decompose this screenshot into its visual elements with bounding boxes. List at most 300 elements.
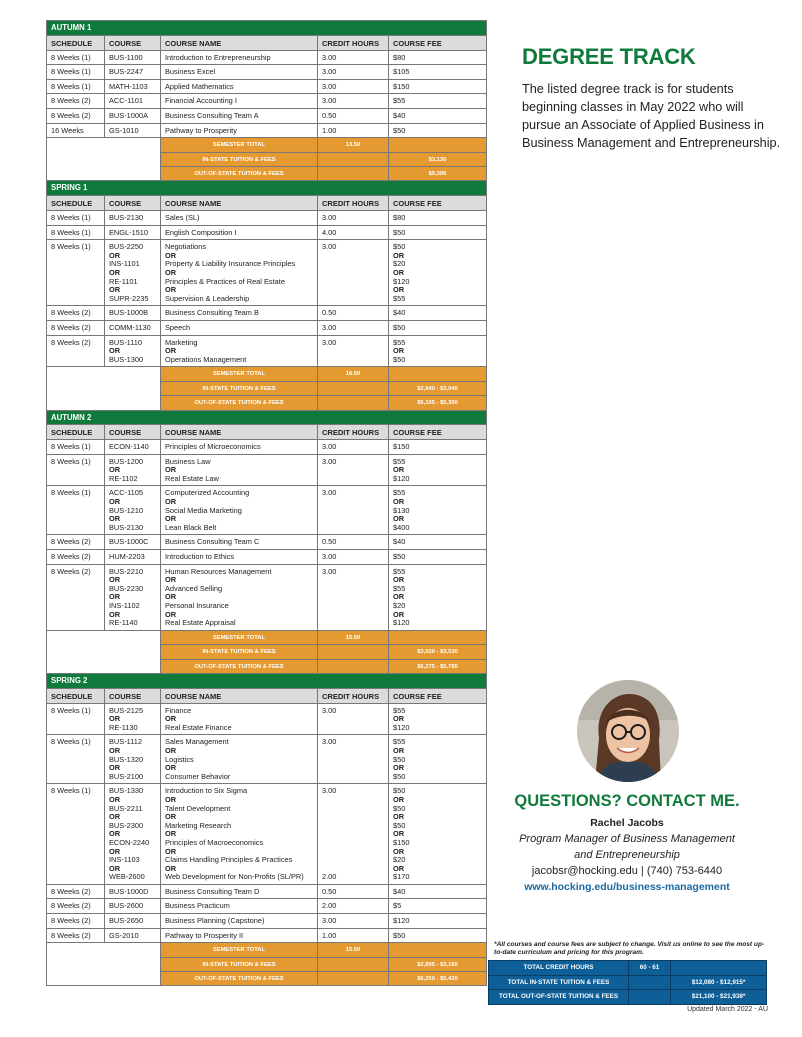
- advisor-portrait-image: [577, 680, 679, 782]
- course-fee: $150: [393, 442, 410, 452]
- credit-hours: 0.50: [322, 110, 337, 120]
- semester-total-value: 13.50: [318, 138, 389, 152]
- course-code-cell: [105, 335, 161, 367]
- or-separator: OR: [165, 829, 177, 839]
- semester-total-row: [47, 943, 487, 957]
- course-fee: $120: [393, 916, 410, 926]
- credit-hours-cell: [318, 306, 389, 321]
- course-name: Introduction to Ethics: [165, 552, 235, 562]
- course-fee: $55: [393, 293, 406, 303]
- credit-hours-cell: [318, 928, 389, 943]
- course-name-cell: [161, 210, 318, 225]
- course-name: Operations Management: [165, 354, 247, 364]
- schedule-cell: 8 Weeks (2): [47, 535, 105, 550]
- or-separator: OR: [393, 250, 405, 260]
- or-separator: OR: [109, 863, 121, 873]
- header-schedule: SCHEDULE: [47, 425, 105, 440]
- semester-header: [47, 181, 487, 196]
- credit-hours-cell: [318, 703, 389, 735]
- schedule-cell: 8 Weeks (1): [47, 65, 105, 80]
- course-fee: $40: [393, 886, 406, 896]
- course-name: Finance: [165, 705, 192, 715]
- schedule-cell: 8 Weeks (2): [47, 94, 105, 109]
- course-fee-cell: [389, 454, 487, 486]
- credit-hours: [322, 839, 384, 848]
- course-code: BUS-2247: [109, 67, 144, 77]
- course-name: Lean Black Belt: [165, 522, 217, 532]
- credit-hours: 3.00: [322, 242, 337, 252]
- in-state-tuition-blank: [318, 957, 389, 971]
- course-fee: $120: [393, 276, 410, 286]
- course-fee-cell: [389, 225, 487, 240]
- course-code-cell: [105, 440, 161, 455]
- or-separator: OR: [165, 794, 177, 804]
- credit-hours: 0.50: [322, 537, 337, 547]
- course-name: Business Consulting Team A: [165, 110, 259, 120]
- total-credit-hours-value: 60 - 61: [629, 961, 671, 976]
- course-fee-cell: [389, 735, 487, 784]
- course-row: [47, 564, 487, 630]
- course-name: Logistics: [165, 754, 194, 764]
- course-code-cell: [105, 240, 161, 306]
- semester-title: SPRING 2: [47, 674, 487, 689]
- course-fee-cell: [389, 50, 487, 65]
- total-out-state-value: $21,100 - $21,938*: [671, 990, 767, 1005]
- course-fee-cell: [389, 79, 487, 94]
- credit-hours: [322, 856, 384, 865]
- course-fee: $55: [393, 337, 406, 347]
- course-name-cell: [161, 320, 318, 335]
- header-credit-hours: CREDIT HOURS: [318, 35, 389, 50]
- in-state-tuition-label: IN-STATE TUITION & FEES: [161, 152, 318, 166]
- contact-role-line2: and Entrepreneurship: [574, 849, 680, 861]
- credit-hours-cell: [318, 240, 389, 306]
- course-name: Introduction to Six Sigma: [165, 786, 248, 796]
- semester-header: [47, 410, 487, 425]
- credit-hours-cell: [318, 225, 389, 240]
- or-separator: OR: [109, 745, 121, 755]
- header-course-fee: COURSE FEE: [389, 688, 487, 703]
- course-name-cell: [161, 306, 318, 321]
- out-state-tuition-blank: [318, 972, 389, 986]
- or-separator: OR: [393, 575, 405, 585]
- course-code: BUS-1000A: [109, 110, 149, 120]
- or-separator: OR: [165, 714, 177, 724]
- credit-hours-cell: [318, 94, 389, 109]
- course-name: Business Consulting Team B: [165, 308, 259, 318]
- total-out-state-blank: [629, 990, 671, 1005]
- or-separator: OR: [109, 609, 121, 619]
- course-fee-cell: [389, 320, 487, 335]
- course-fee-cell: [389, 884, 487, 899]
- schedule-cell: 8 Weeks (1): [47, 454, 105, 486]
- course-code-cell: [105, 123, 161, 138]
- course-fee: $55: [393, 566, 406, 576]
- schedule-cell: 8 Weeks (2): [47, 884, 105, 899]
- course-row: [47, 50, 487, 65]
- course-code: BUS-1000B: [109, 308, 149, 318]
- credit-hours: 1.00: [322, 125, 337, 135]
- summary-blank: [47, 943, 161, 986]
- course-fee-cell: [389, 210, 487, 225]
- course-fee: $50: [393, 354, 406, 364]
- course-name: Human Resources Management: [165, 566, 272, 576]
- schedule-cell: 8 Weeks (2): [47, 899, 105, 914]
- course-code: BUS-2300: [109, 820, 144, 830]
- or-separator: OR: [393, 285, 405, 295]
- credit-hours-cell: [318, 335, 389, 367]
- or-separator: OR: [109, 514, 121, 524]
- out-state-tuition-blank: [318, 396, 389, 410]
- course-row: [47, 210, 487, 225]
- or-separator: OR: [165, 575, 177, 585]
- schedule-cell: 8 Weeks (2): [47, 928, 105, 943]
- credit-hours: [322, 830, 384, 839]
- column-headers: [47, 688, 487, 703]
- course-code: RE-1102: [109, 473, 138, 483]
- course-code: BUS-1210: [109, 505, 144, 515]
- out-state-tuition-label: OUT-OF-STATE TUITION & FEES: [161, 972, 318, 986]
- course-row: [47, 486, 487, 535]
- or-separator: OR: [165, 763, 177, 773]
- course-fee: $50: [393, 771, 406, 781]
- course-code-cell: [105, 210, 161, 225]
- semester-total-blank: [389, 138, 487, 152]
- course-code: BUS-1000D: [109, 886, 149, 896]
- or-separator: OR: [393, 863, 405, 873]
- course-name-cell: [161, 94, 318, 109]
- credit-hours: 3.00: [322, 81, 337, 91]
- or-separator: OR: [165, 250, 177, 260]
- course-fee: $55: [393, 737, 406, 747]
- course-code: INS-1101: [109, 259, 140, 269]
- course-name: Principles of Macroeconomics: [165, 837, 264, 847]
- course-name: Sales Management: [165, 737, 229, 747]
- or-separator: OR: [393, 812, 405, 822]
- course-name-cell: [161, 784, 318, 885]
- credit-hours-cell: [318, 735, 389, 784]
- or-separator: OR: [393, 465, 405, 475]
- course-fee-cell: [389, 486, 487, 535]
- total-out-state-row: [489, 990, 767, 1005]
- course-name-cell: [161, 884, 318, 899]
- credit-hours: 0.50: [322, 308, 337, 318]
- or-separator: OR: [165, 465, 177, 475]
- course-row: [47, 928, 487, 943]
- total-credit-hours-blank: [671, 961, 767, 976]
- course-name: Property & Liability Insurance Principles: [165, 259, 296, 269]
- course-name: Advanced Selling: [165, 583, 223, 593]
- course-code: GS-2010: [109, 930, 139, 940]
- in-state-tuition-value: $2,940 - $3,045: [389, 381, 487, 395]
- course-fee: $50: [393, 242, 406, 252]
- contact-email-phone[interactable]: jacobsr@hocking.edu | (740) 753-6440: [531, 865, 723, 877]
- credit-hours: [322, 822, 384, 831]
- course-code: ACC-1101: [109, 96, 143, 106]
- course-row: [47, 535, 487, 550]
- out-state-tuition-value: $5,195 - $5,300: [389, 396, 487, 410]
- semester-total-blank: [389, 367, 487, 381]
- header-course-name: COURSE NAME: [161, 425, 318, 440]
- header-schedule: SCHEDULE: [47, 195, 105, 210]
- semester-header: [47, 21, 487, 36]
- course-code-cell: [105, 914, 161, 929]
- course-name-cell: [161, 735, 318, 784]
- course-fee: $150: [393, 837, 410, 847]
- course-code: BUS-2230: [109, 583, 144, 593]
- header-course: COURSE: [105, 688, 161, 703]
- course-code-cell: [105, 454, 161, 486]
- in-state-tuition-value: $3,020 - $3,530: [389, 645, 487, 659]
- course-fee: $120: [393, 618, 410, 628]
- course-code: BUS-2100: [109, 771, 144, 781]
- or-separator: OR: [109, 812, 121, 822]
- credit-hours: 2.00: [322, 901, 337, 911]
- credit-hours-cell: [318, 123, 389, 138]
- course-fee: $20: [393, 855, 406, 865]
- header-course: COURSE: [105, 35, 161, 50]
- course-fee-cell: [389, 108, 487, 123]
- course-code-cell: [105, 108, 161, 123]
- credit-hours-cell: [318, 535, 389, 550]
- header-course-fee: COURSE FEE: [389, 425, 487, 440]
- course-name: Speech: [165, 322, 191, 332]
- total-credit-hours-row: [489, 961, 767, 976]
- or-separator: OR: [393, 714, 405, 724]
- course-name-cell: [161, 108, 318, 123]
- course-code-cell: [105, 564, 161, 630]
- out-state-tuition-value: $5,395: [389, 166, 487, 180]
- out-state-tuition-value: $6,250 - $5,420: [389, 972, 487, 986]
- in-state-tuition-label: IN-STATE TUITION & FEES: [161, 957, 318, 971]
- course-row: [47, 306, 487, 321]
- course-code-cell: [105, 225, 161, 240]
- out-state-tuition-blank: [318, 659, 389, 673]
- course-fee: $40: [393, 537, 406, 547]
- credit-hours-cell: [318, 914, 389, 929]
- course-name: Computerized Accounting: [165, 488, 250, 498]
- or-separator: OR: [165, 267, 177, 277]
- or-separator: OR: [109, 846, 121, 856]
- in-state-tuition-label: IN-STATE TUITION & FEES: [161, 381, 318, 395]
- contact-name: Rachel Jacobs: [590, 817, 664, 829]
- course-name: Social Media Marketing: [165, 505, 242, 515]
- course-code-cell: [105, 703, 161, 735]
- course-row: [47, 735, 487, 784]
- course-row: [47, 884, 487, 899]
- course-name-cell: [161, 535, 318, 550]
- credit-hours-cell: [318, 210, 389, 225]
- or-separator: OR: [109, 497, 121, 507]
- course-fee: $50: [393, 803, 406, 813]
- credit-hours-cell: [318, 79, 389, 94]
- schedule-cell: 8 Weeks (1): [47, 225, 105, 240]
- course-row: [47, 454, 487, 486]
- course-code-cell: [105, 899, 161, 914]
- or-separator: OR: [109, 794, 121, 804]
- credit-hours-cell: [318, 50, 389, 65]
- header-course-name: COURSE NAME: [161, 195, 318, 210]
- course-code-cell: [105, 486, 161, 535]
- course-code-cell: [105, 784, 161, 885]
- credit-hours: 1.00: [322, 930, 337, 940]
- credit-hours-cell: [318, 550, 389, 565]
- course-row: [47, 65, 487, 80]
- credit-hours: 3.00: [322, 52, 337, 62]
- column-headers: [47, 425, 487, 440]
- degree-track-panel: [522, 44, 782, 152]
- or-separator: OR: [165, 745, 177, 755]
- course-code: HUM-2203: [109, 552, 145, 562]
- course-fee-cell: [389, 564, 487, 630]
- semester-total-blank: [389, 943, 487, 957]
- course-name-cell: [161, 928, 318, 943]
- course-fee: $50: [393, 786, 406, 796]
- course-row: [47, 703, 487, 735]
- or-separator: OR: [109, 829, 121, 839]
- header-credit-hours: CREDIT HOURS: [318, 425, 389, 440]
- summary-blank: [47, 630, 161, 673]
- course-code: BUS-2130: [109, 522, 144, 532]
- course-name: Real Estate Law: [165, 473, 219, 483]
- program-website-link[interactable]: www.hocking.edu/business-management: [524, 881, 730, 893]
- course-fee-cell: [389, 240, 487, 306]
- course-fee: $20: [393, 259, 406, 269]
- curriculum-tables: [46, 20, 486, 986]
- semester-total-row: [47, 138, 487, 152]
- column-headers: [47, 35, 487, 50]
- course-fee: $400: [393, 522, 410, 532]
- credit-hours-cell: [318, 884, 389, 899]
- header-course-name: COURSE NAME: [161, 688, 318, 703]
- course-name: English Composition I: [165, 227, 237, 237]
- or-separator: OR: [109, 763, 121, 773]
- degree-track-title: DEGREE TRACK: [522, 44, 696, 69]
- program-totals-table: [488, 960, 767, 1005]
- course-code: BUS-2650: [109, 916, 144, 926]
- total-in-state-row: [489, 975, 767, 990]
- course-name: Applied Mathematics: [165, 81, 234, 91]
- schedule-cell: 8 Weeks (1): [47, 784, 105, 885]
- total-in-state-blank: [629, 975, 671, 990]
- schedule-cell: 8 Weeks (1): [47, 240, 105, 306]
- course-fee-cell: [389, 335, 487, 367]
- course-row: [47, 899, 487, 914]
- or-separator: OR: [393, 794, 405, 804]
- course-row: [47, 784, 487, 885]
- in-state-tuition-label: IN-STATE TUITION & FEES: [161, 645, 318, 659]
- course-fee: $55: [393, 456, 406, 466]
- credit-hours: 3.00: [322, 67, 337, 77]
- course-name-cell: [161, 240, 318, 306]
- course-fee: $55: [393, 583, 406, 593]
- or-separator: OR: [165, 285, 177, 295]
- course-fee: $120: [393, 473, 410, 483]
- credit-hours: 3.00: [322, 96, 337, 106]
- contact-block: [488, 792, 766, 893]
- credit-hours-cell: [318, 784, 389, 885]
- header-course: COURSE: [105, 195, 161, 210]
- course-fee-cell: [389, 899, 487, 914]
- course-code-cell: [105, 884, 161, 899]
- course-name: Talent Development: [165, 803, 231, 813]
- or-separator: OR: [393, 609, 405, 619]
- course-code: SUPR-2235: [109, 293, 149, 303]
- credit-hours: [322, 805, 384, 814]
- or-separator: OR: [393, 497, 405, 507]
- course-name-cell: [161, 440, 318, 455]
- course-code: BUS-2130: [109, 212, 144, 222]
- or-separator: OR: [165, 812, 177, 822]
- course-name-cell: [161, 550, 318, 565]
- total-out-state-label: TOTAL OUT-OF-STATE TUITION & FEES: [489, 990, 629, 1005]
- header-schedule: SCHEDULE: [47, 35, 105, 50]
- header-schedule: SCHEDULE: [47, 688, 105, 703]
- course-fee: $50: [393, 930, 406, 940]
- course-code: RE-1101: [109, 276, 138, 286]
- or-separator: OR: [165, 846, 177, 856]
- credit-hours-cell: [318, 65, 389, 80]
- updated-date: Updated March 2022 - AU: [687, 1006, 768, 1013]
- course-name-cell: [161, 454, 318, 486]
- or-separator: OR: [109, 250, 121, 260]
- or-separator: OR: [165, 346, 177, 356]
- schedule-cell: 8 Weeks (2): [47, 108, 105, 123]
- or-separator: OR: [109, 346, 121, 356]
- course-code: GS-1010: [109, 125, 139, 135]
- credit-hours: [322, 813, 384, 822]
- course-name-cell: [161, 123, 318, 138]
- course-row: [47, 123, 487, 138]
- schedule-cell: 8 Weeks (2): [47, 914, 105, 929]
- course-fee-cell: [389, 123, 487, 138]
- course-code: RE-1130: [109, 722, 138, 732]
- course-code: BUS-2211: [109, 803, 143, 813]
- credit-hours: [322, 848, 384, 857]
- header-credit-hours: CREDIT HOURS: [318, 688, 389, 703]
- course-name: Financial Accounting I: [165, 96, 237, 106]
- in-state-tuition-value: $2,995 - $3,165: [389, 957, 487, 971]
- course-fee-cell: [389, 928, 487, 943]
- course-fee: $55: [393, 488, 406, 498]
- in-state-tuition-blank: [318, 381, 389, 395]
- course-code: ACC-1105: [109, 488, 143, 498]
- or-separator: OR: [393, 846, 405, 856]
- course-name: Business Consulting Team C: [165, 537, 260, 547]
- course-row: [47, 914, 487, 929]
- course-fee-cell: [389, 306, 487, 321]
- course-code: BUS-2600: [109, 901, 144, 911]
- course-code: BUS-1300: [109, 354, 144, 364]
- course-fee: $50: [393, 227, 406, 237]
- course-fee-cell: [389, 65, 487, 80]
- schedule-cell: 8 Weeks (1): [47, 79, 105, 94]
- credit-hours-cell: [318, 108, 389, 123]
- semester-header: [47, 674, 487, 689]
- course-code: COMM-1130: [109, 322, 151, 332]
- course-name: Real Estate Finance: [165, 722, 232, 732]
- credit-hours-cell: [318, 320, 389, 335]
- course-name: Web Development for Non-Profits (SL/PR): [165, 872, 304, 882]
- course-fee-cell: [389, 440, 487, 455]
- course-code-cell: [105, 79, 161, 94]
- header-course: COURSE: [105, 425, 161, 440]
- credit-hours-cell: [318, 440, 389, 455]
- course-name: Introduction to Entrepreneurship: [165, 52, 271, 62]
- or-separator: OR: [165, 592, 177, 602]
- course-row: [47, 79, 487, 94]
- course-fee: $80: [393, 212, 406, 222]
